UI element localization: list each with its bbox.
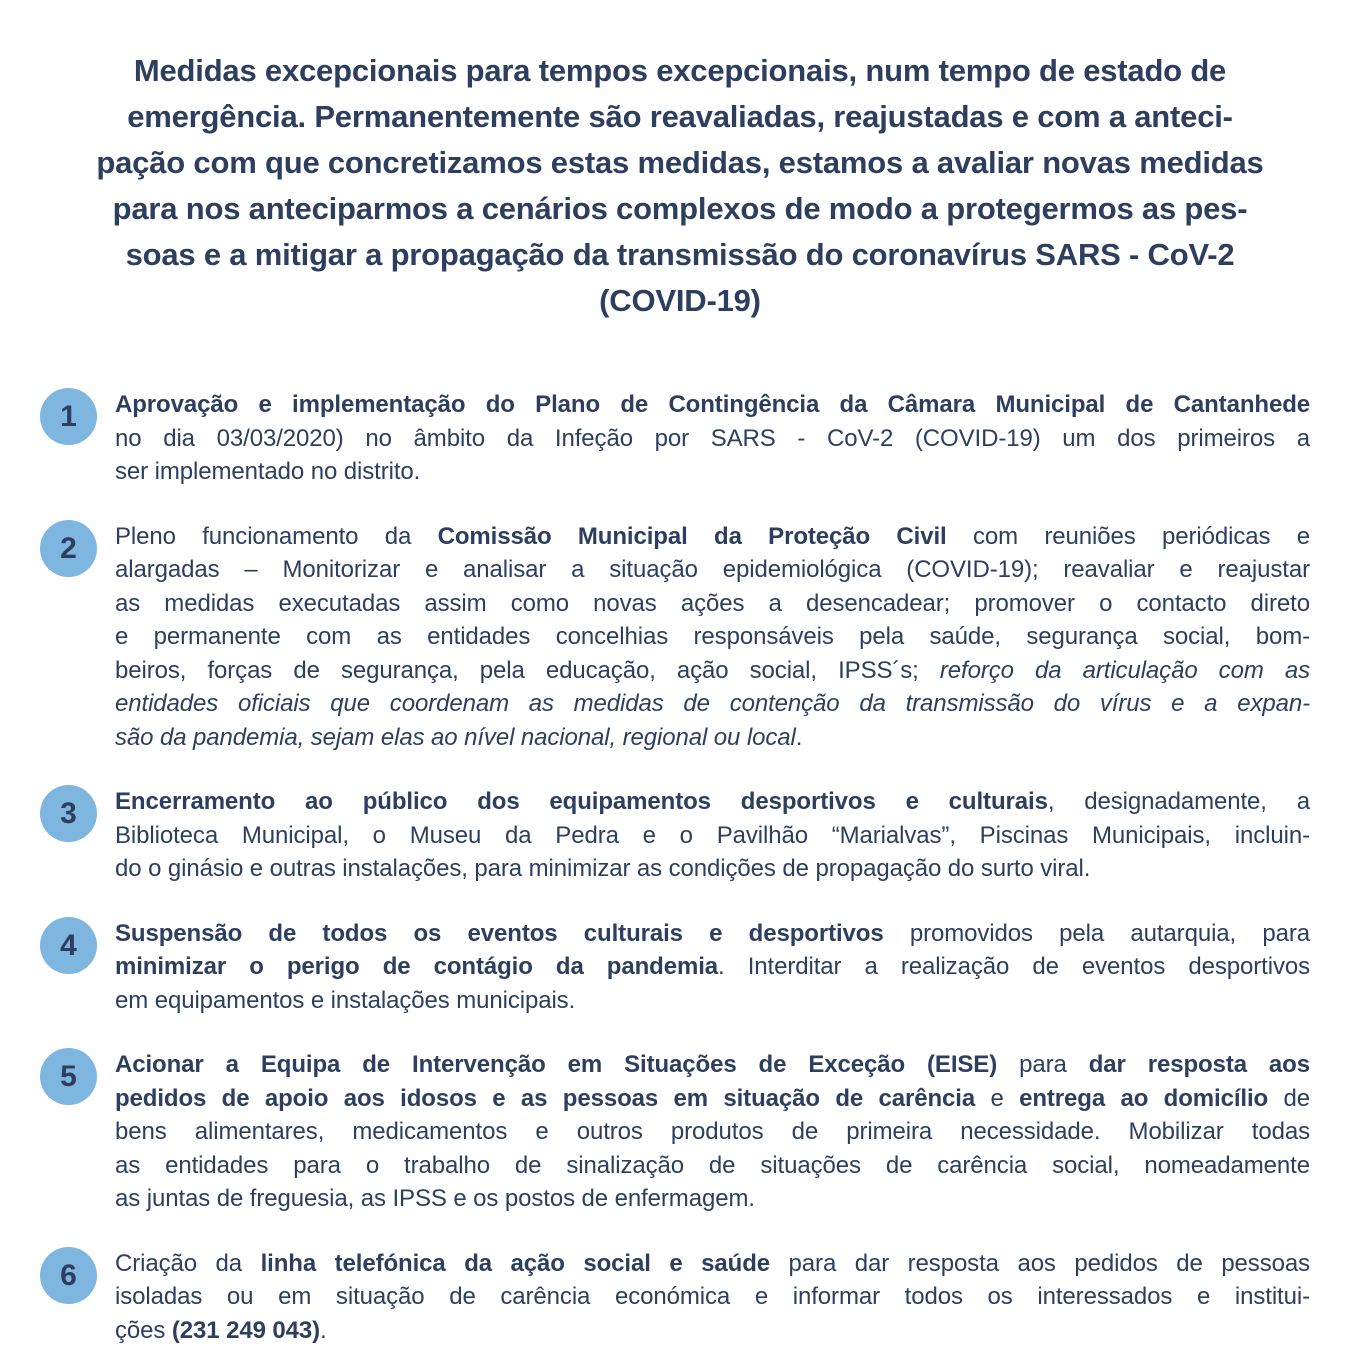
text-line [115,852,1310,886]
number-badge-3: 3 [40,785,97,842]
header-line-3: pação com que concretizamos estas medidas, estamos a avaliar novas medidas [96,145,1264,180]
text-line [115,422,1310,456]
text-segment: beiros, forças de segurança, pela educação, ação social, IPSS´s; [115,656,940,684]
text-segment: ser implementado no distrito. [115,458,421,485]
measure-4-text [115,917,1310,1018]
measures-list [0,388,1360,1347]
text-line [115,1082,1310,1116]
measure-2-text [115,520,1310,755]
measure-1-text [115,388,1310,489]
text-segment: e [975,1084,1020,1112]
text-line [115,587,1310,621]
text-segment: pedidos de apoio aos idosos e as pessoas em situação de carência [115,1084,976,1112]
text-segment: entrega ao domicílio [1019,1084,1269,1112]
header-paragraph [0,0,1360,324]
text-line [115,721,1310,755]
text-line [115,455,1310,489]
text-segment: minimizar o perigo de contágio da pandemia [115,953,719,980]
text-segment: de [1268,1084,1310,1112]
text-segment: , designadamente, a [1047,788,1310,815]
text-line [115,1247,1310,1281]
text-segment: (231 249 043) [171,1316,321,1344]
text-segment: são da pandemia, sejam elas ao nível nacional, regional ou local [115,723,796,751]
text-line [115,520,1310,554]
measure-5-text [115,1048,1310,1216]
text-line [115,917,1310,951]
text-segment: para [997,1051,1089,1078]
text-line [115,1048,1310,1082]
text-line [115,654,1310,688]
header-line-1: Medidas excepcionais para tempos excepcionais, num tempo de estado de [133,53,1227,88]
measure-item-4 [40,917,1360,1018]
text-segment: Aprovação e implementação do Plano de Contingência da Câmara Municipal de Cantanhede [115,391,1310,418]
text-line [115,984,1310,1018]
text-segment: e permanente com as entidades concelhias responsáveis pela saúde, segurança social, bom- [115,623,1310,650]
text-line [115,1149,1310,1183]
measure-6-text [115,1247,1310,1348]
text-segment: Encerramento ao público dos equipamentos desportivos e culturais [115,788,1048,815]
text-segment: as entidades para o trabalho de sinalização de situações de carência social, nomeadamente [115,1151,1310,1179]
text-line [115,620,1310,654]
text-segment: bens alimentares, medicamentos e outros produtos de primeira necessidade. Mobilizar todas [115,1118,1310,1145]
text-segment: Criação da [115,1249,261,1277]
measure-3-text [115,785,1310,886]
text-segment: . Interditar a realização de eventos desportivos [718,953,1310,980]
measure-item-1 [40,388,1360,489]
text-segment: no dia 03/03/2020) no âmbito da Infeção por SARS - CoV-2 (COVID-19) um dos primeiros a [115,424,1310,452]
text-segment: as medidas executadas assim como novas ações a desencadear; promover o contacto direto [115,589,1310,617]
measure-item-2 [40,520,1360,755]
text-line [115,785,1310,819]
number-badge-6: 6 [40,1247,97,1304]
text-segment: Comissão Municipal da Proteção Civil [437,522,947,550]
measure-item-5 [40,1048,1360,1216]
text-segment: Suspensão de todos os eventos culturais e desportivos [115,919,884,947]
text-segment: para dar resposta aos pedidos de pessoas [770,1249,1311,1277]
text-line [115,388,1310,422]
text-segment: isoladas ou em situação de carência económica e informar todos os interessados e institui- [115,1283,1310,1310]
text-line [115,687,1310,721]
text-line [115,1182,1310,1216]
text-line [115,553,1310,587]
number-badge-2: 2 [40,520,97,577]
text-segment: as juntas de freguesia, as IPSS e os postos de enfermagem. [115,1185,755,1212]
text-line [115,1115,1310,1149]
text-segment: entidades oficiais que coordenam as medidas de contenção da transmissão do vírus e a expan- [115,690,1310,717]
text-segment: linha telefónica da ação social e saúde [260,1249,771,1277]
text-line [115,1280,1310,1314]
header-line-6: (COVID-19) [599,283,761,318]
text-segment: . [320,1316,327,1344]
number-badge-5: 5 [40,1048,97,1105]
text-segment: do o ginásio e outras instalações, para minimizar as condições de propagação do surto viral. [115,855,1091,882]
header-line-5: soas e a mitigar a propagação da transmissão do coronavírus SARS - CoV-2 [125,237,1235,272]
text-segment: . [795,723,803,751]
text-line [115,950,1310,984]
number-badge-1: 1 [40,388,97,445]
text-segment: dar resposta aos [1088,1051,1310,1078]
text-segment: com reuniões periódicas e [946,522,1311,550]
text-segment: Pleno funcionamento da [115,522,438,550]
text-segment: Acionar a Equipa de Intervenção em Situações de Exceção (EISE) [115,1051,998,1078]
header-line-4: para nos anteciparmos a cenários complexos de modo a protegermos as pes- [112,191,1248,226]
measure-item-6 [40,1247,1360,1348]
text-segment: reforço da articulação com as [939,656,1310,684]
text-segment: promovidos pela autarquia, para [883,919,1310,947]
text-line [115,1314,1310,1348]
text-line [115,819,1310,853]
text-segment: alargadas – Monitorizar e analisar a situação epidemiológica (COVID-19); reavaliar e reajustar [115,556,1310,583]
text-segment: em equipamentos e instalações municipais. [115,986,576,1014]
measure-item-3 [40,785,1360,886]
header-line-2: emergência. Permanentemente são reavaliadas, reajustadas e com a anteci- [127,99,1233,134]
text-segment: ções [115,1316,172,1344]
number-badge-4: 4 [40,917,97,974]
text-segment: Biblioteca Municipal, o Museu da Pedra e o Pavilhão “Marialvas”, Piscinas Municipais, incluin- [115,821,1310,849]
